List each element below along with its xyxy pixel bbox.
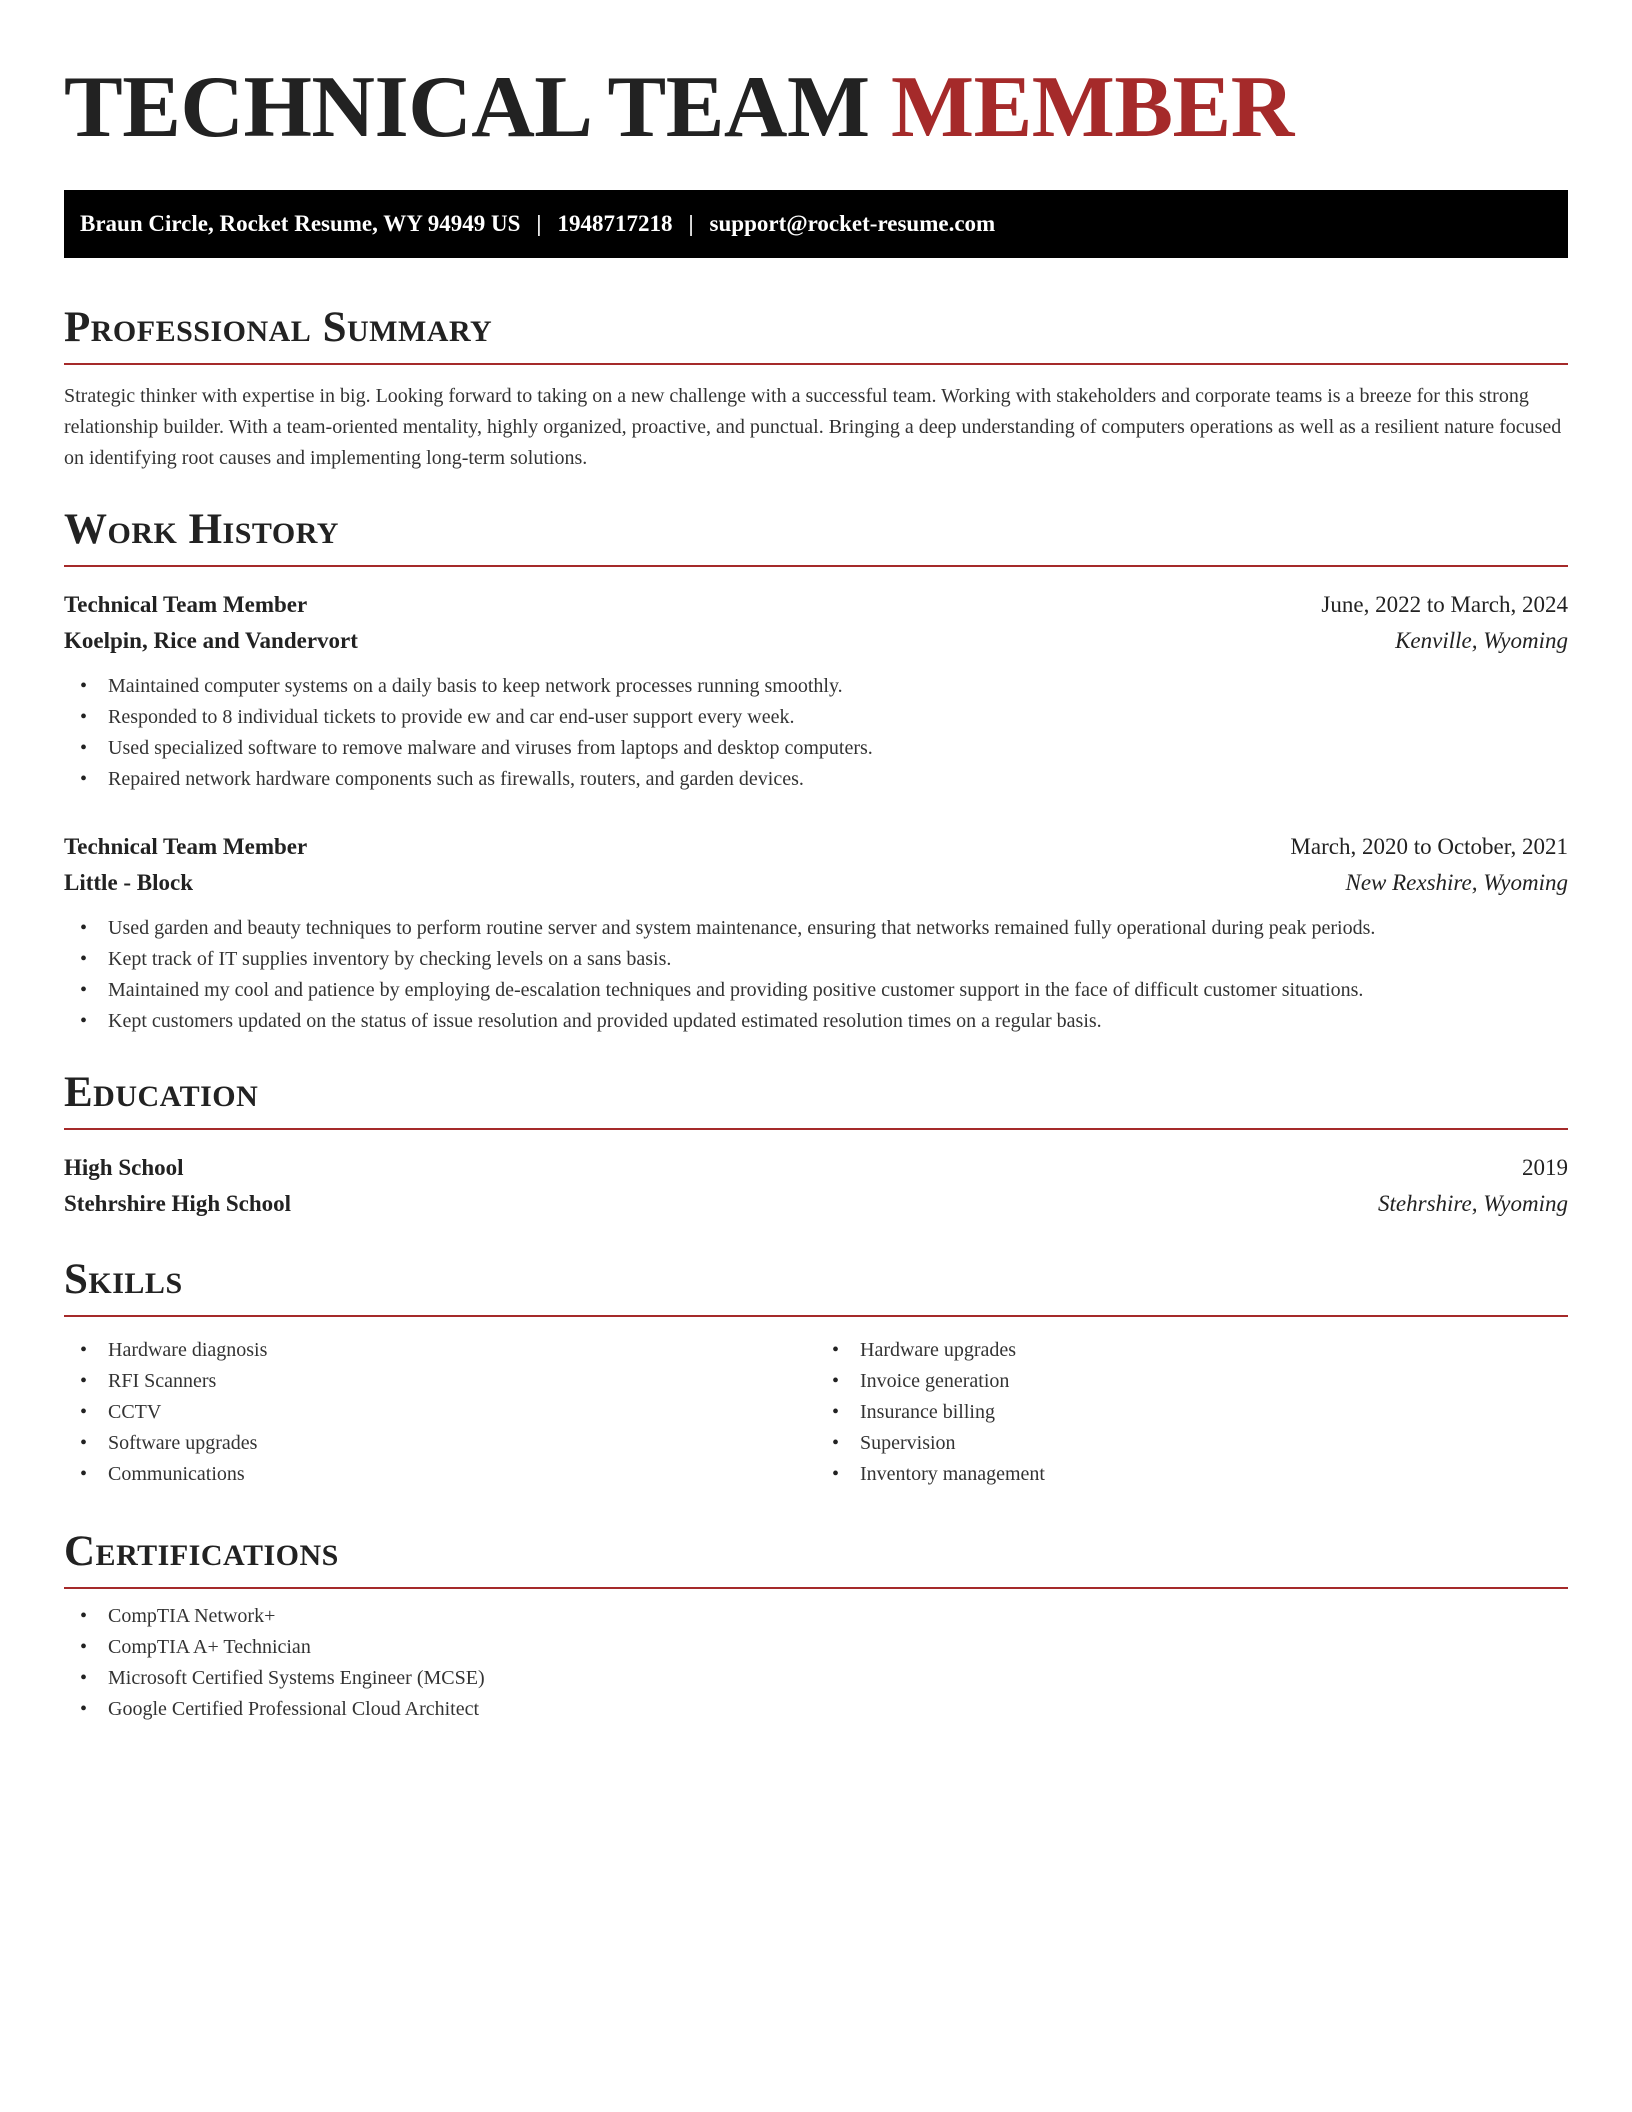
skill-item: • Supervision (816, 1428, 1568, 1459)
skills-heading: Skills (64, 1256, 183, 1303)
work-history-section (64, 508, 1568, 1037)
section-divider (64, 1315, 1568, 1317)
certifications-heading: Certifications (64, 1528, 339, 1575)
name-accent: MEMBER (891, 59, 1294, 156)
contact-separator: | (688, 211, 694, 236)
job-entry (64, 587, 1568, 795)
job-bullet: • Used garden and beauty techniques to perform routine server and system maintenance, ensuring that networks remained fully operational during peak periods. (64, 913, 1568, 944)
contact-email[interactable]: support@rocket-resume.com (709, 211, 996, 236)
education-section (64, 1071, 1568, 1222)
education-heading: Education (64, 1069, 259, 1116)
certification-item: • CompTIA Network+ (64, 1601, 1568, 1632)
job-bullets (64, 913, 1568, 1037)
certification-item: • Google Certified Professional Cloud Architect (64, 1694, 1568, 1725)
job-bullet: • Used specialized software to remove malware and viruses from laptops and desktop computers. (64, 733, 1568, 764)
contact-separator: | (536, 211, 542, 236)
summary-heading: Professional Summary (64, 304, 493, 351)
skills-columns (64, 1335, 1568, 1490)
job-bullet: • Responded to 8 individual tickets to provide ew and car end-user support every week. (64, 702, 1568, 733)
certification-item: • CompTIA A+ Technician (64, 1632, 1568, 1663)
education-degree: High School (64, 1155, 184, 1180)
section-divider (64, 363, 1568, 365)
education-school-row (64, 1186, 1568, 1222)
job-bullet: • Kept customers updated on the status of issue resolution and provided updated estimated resolution times on a regular basis. (64, 1006, 1568, 1037)
skill-item: • Hardware diagnosis (64, 1335, 816, 1366)
job-bullet: • Repaired network hardware components such as firewalls, routers, and garden devices. (64, 764, 1568, 795)
skill-item: • RFI Scanners (64, 1366, 816, 1397)
job-company: Little - Block (64, 870, 194, 895)
certifications-section (64, 1530, 1568, 1725)
summary-text: Strategic thinker with expertise in big. Looking forward to taking on a new challenge with a successful team. Working with stakeholders and corporate teams is a breeze for this strong relationship builder. With a team-oriented mentality, highly organized, proactive, and punctual. Bringing a deep understanding of computers operations as well as a resilient nature focused on identifying root causes and implementing long-term solutions. (64, 385, 1562, 469)
summary-section (64, 306, 1568, 474)
contact-address: Braun Circle, Rocket Resume, WY 94949 US (80, 211, 521, 236)
name-primary: TECHNICAL TEAM (64, 59, 892, 156)
skills-list-right (816, 1335, 1568, 1490)
skill-item: • Hardware upgrades (816, 1335, 1568, 1366)
job-location: Kenville, Wyoming (1395, 628, 1568, 653)
skill-item: • Insurance billing (816, 1397, 1568, 1428)
job-location: New Rexshire, Wyoming (1345, 870, 1568, 895)
job-company-row (64, 623, 1568, 659)
job-dates: June, 2022 to March, 2024 (1321, 592, 1568, 617)
job-dates: March, 2020 to October, 2021 (1290, 834, 1568, 859)
skill-item: • CCTV (64, 1397, 816, 1428)
job-bullet: • Maintained computer systems on a daily basis to keep network processes running smoothly. (64, 671, 1568, 702)
job-header-row (64, 829, 1568, 865)
work-history-heading: Work History (64, 506, 339, 553)
skill-item: • Inventory management (816, 1459, 1568, 1490)
certifications-list (64, 1601, 1568, 1725)
job-bullet: • Maintained my cool and patience by employing de-escalation techniques and providing positive customer support in the face of difficult customer situations. (64, 975, 1568, 1006)
job-company-row (64, 865, 1568, 901)
job-bullet: • Kept track of IT supplies inventory by checking levels on a sans basis. (64, 944, 1568, 975)
education-header-row (64, 1150, 1568, 1186)
skills-list-left (64, 1335, 816, 1490)
section-divider (64, 1128, 1568, 1130)
job-entry (64, 829, 1568, 1037)
education-location: Stehrshire, Wyoming (1378, 1191, 1568, 1216)
skills-section (64, 1258, 1568, 1490)
section-divider (64, 1587, 1568, 1589)
job-title: Technical Team Member (64, 592, 308, 617)
resume-name (64, 59, 1568, 156)
contact-bar (64, 190, 1568, 258)
education-school: Stehrshire High School (64, 1191, 292, 1216)
job-bullets (64, 671, 1568, 795)
education-entry (64, 1150, 1568, 1222)
job-company: Koelpin, Rice and Vandervort (64, 628, 358, 653)
skill-item: • Invoice generation (816, 1366, 1568, 1397)
certification-item: • Microsoft Certified Systems Engineer (MCSE) (64, 1663, 1568, 1694)
job-header-row (64, 587, 1568, 623)
job-title: Technical Team Member (64, 834, 308, 859)
section-divider (64, 565, 1568, 567)
education-year: 2019 (1522, 1155, 1568, 1180)
skill-item: • Software upgrades (64, 1428, 816, 1459)
skill-item: • Communications (64, 1459, 816, 1490)
contact-phone[interactable]: 1948717218 (557, 211, 673, 236)
